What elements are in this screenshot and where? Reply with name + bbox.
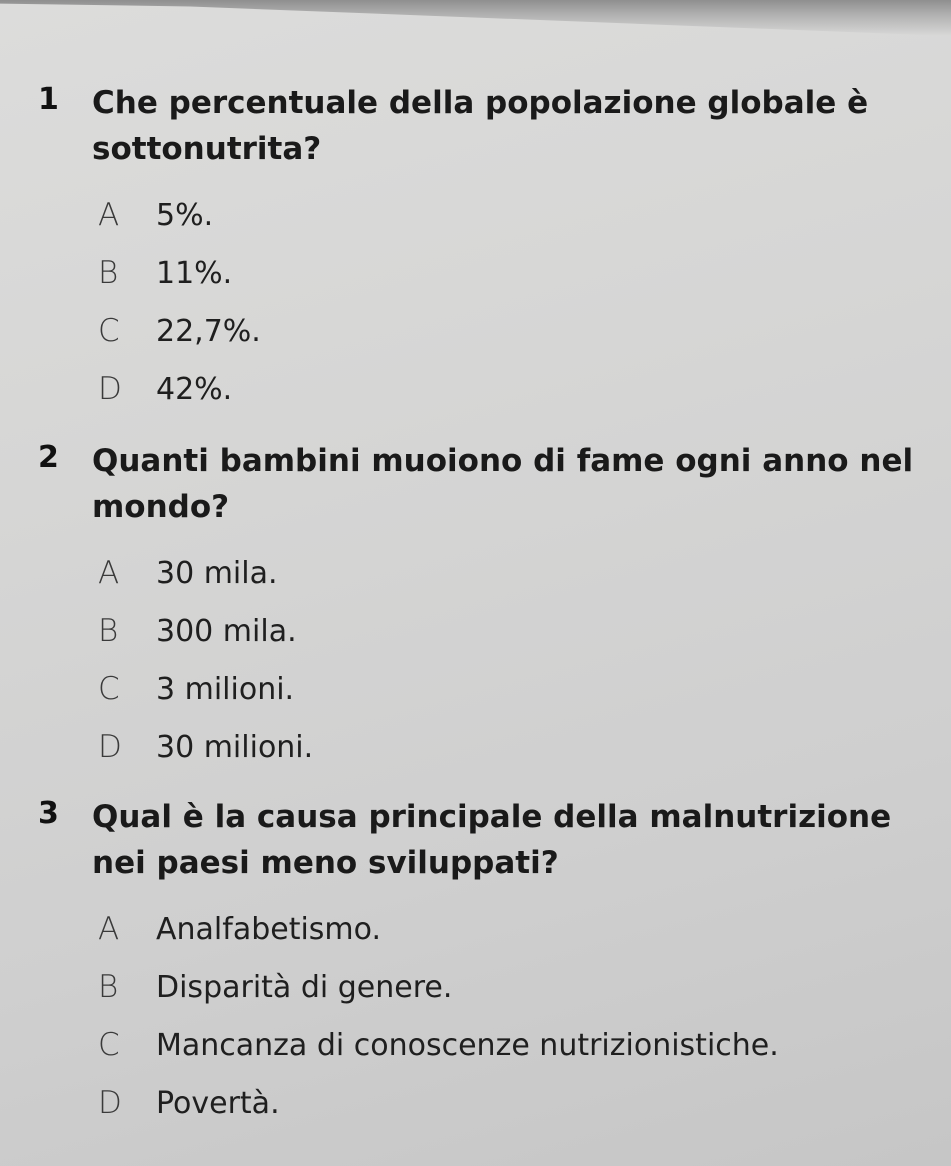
option-letter: C <box>98 1027 120 1063</box>
question-text: Qual è la causa principale della malnutrizione nei paesi meno sviluppati? <box>92 799 892 881</box>
option-a[interactable] <box>98 186 928 244</box>
option-c[interactable] <box>98 1016 928 1074</box>
option-text: 22,7%. <box>156 314 261 349</box>
option-c[interactable] <box>98 302 928 360</box>
option-letter: C <box>98 313 120 349</box>
page-top-shadow <box>0 0 951 36</box>
option-letter: C <box>98 671 120 707</box>
option-a[interactable] <box>98 900 928 958</box>
option-text: 30 milioni. <box>156 730 314 765</box>
option-letter: D <box>98 729 122 765</box>
option-letter: D <box>98 1085 122 1121</box>
option-d[interactable] <box>98 360 928 418</box>
option-text: Disparità di genere. <box>156 970 453 1005</box>
option-text: 30 mila. <box>156 556 278 591</box>
question-header <box>38 80 928 172</box>
option-text: 11%. <box>156 256 233 291</box>
answer-options <box>38 544 928 776</box>
option-text: Analfabetismo. <box>156 912 382 947</box>
question-header <box>38 794 928 886</box>
option-letter: B <box>98 613 119 649</box>
option-letter: B <box>98 969 119 1005</box>
option-text: 300 mila. <box>156 614 297 649</box>
option-c[interactable] <box>98 660 928 718</box>
question-number: 1 <box>38 82 59 117</box>
option-text: 5%. <box>156 198 214 233</box>
question-number: 3 <box>38 796 59 831</box>
option-b[interactable] <box>98 958 928 1016</box>
option-b[interactable] <box>98 244 928 302</box>
option-letter: D <box>98 371 122 407</box>
option-letter: A <box>98 911 120 947</box>
question-text: Che percentuale della popolazione globale è sottonutrita? <box>92 85 869 167</box>
question-text: Quanti bambini muoiono di fame ogni anno nel mondo? <box>92 443 914 525</box>
option-letter: B <box>98 255 119 291</box>
option-letter: A <box>98 197 120 233</box>
option-a[interactable] <box>98 544 928 602</box>
question-1 <box>38 80 928 418</box>
question-3 <box>38 794 928 1132</box>
option-text: Mancanza di conoscenze nutrizionistiche. <box>156 1028 779 1063</box>
question-number: 2 <box>38 440 59 475</box>
option-letter: A <box>98 555 120 591</box>
question-2 <box>38 438 928 776</box>
question-header <box>38 438 928 530</box>
option-d[interactable] <box>98 1074 928 1132</box>
option-text: 3 milioni. <box>156 672 295 707</box>
option-d[interactable] <box>98 718 928 776</box>
answer-options <box>38 186 928 418</box>
answer-options <box>38 900 928 1132</box>
option-b[interactable] <box>98 602 928 660</box>
option-text: Povertà. <box>156 1086 280 1121</box>
option-text: 42%. <box>156 372 233 407</box>
